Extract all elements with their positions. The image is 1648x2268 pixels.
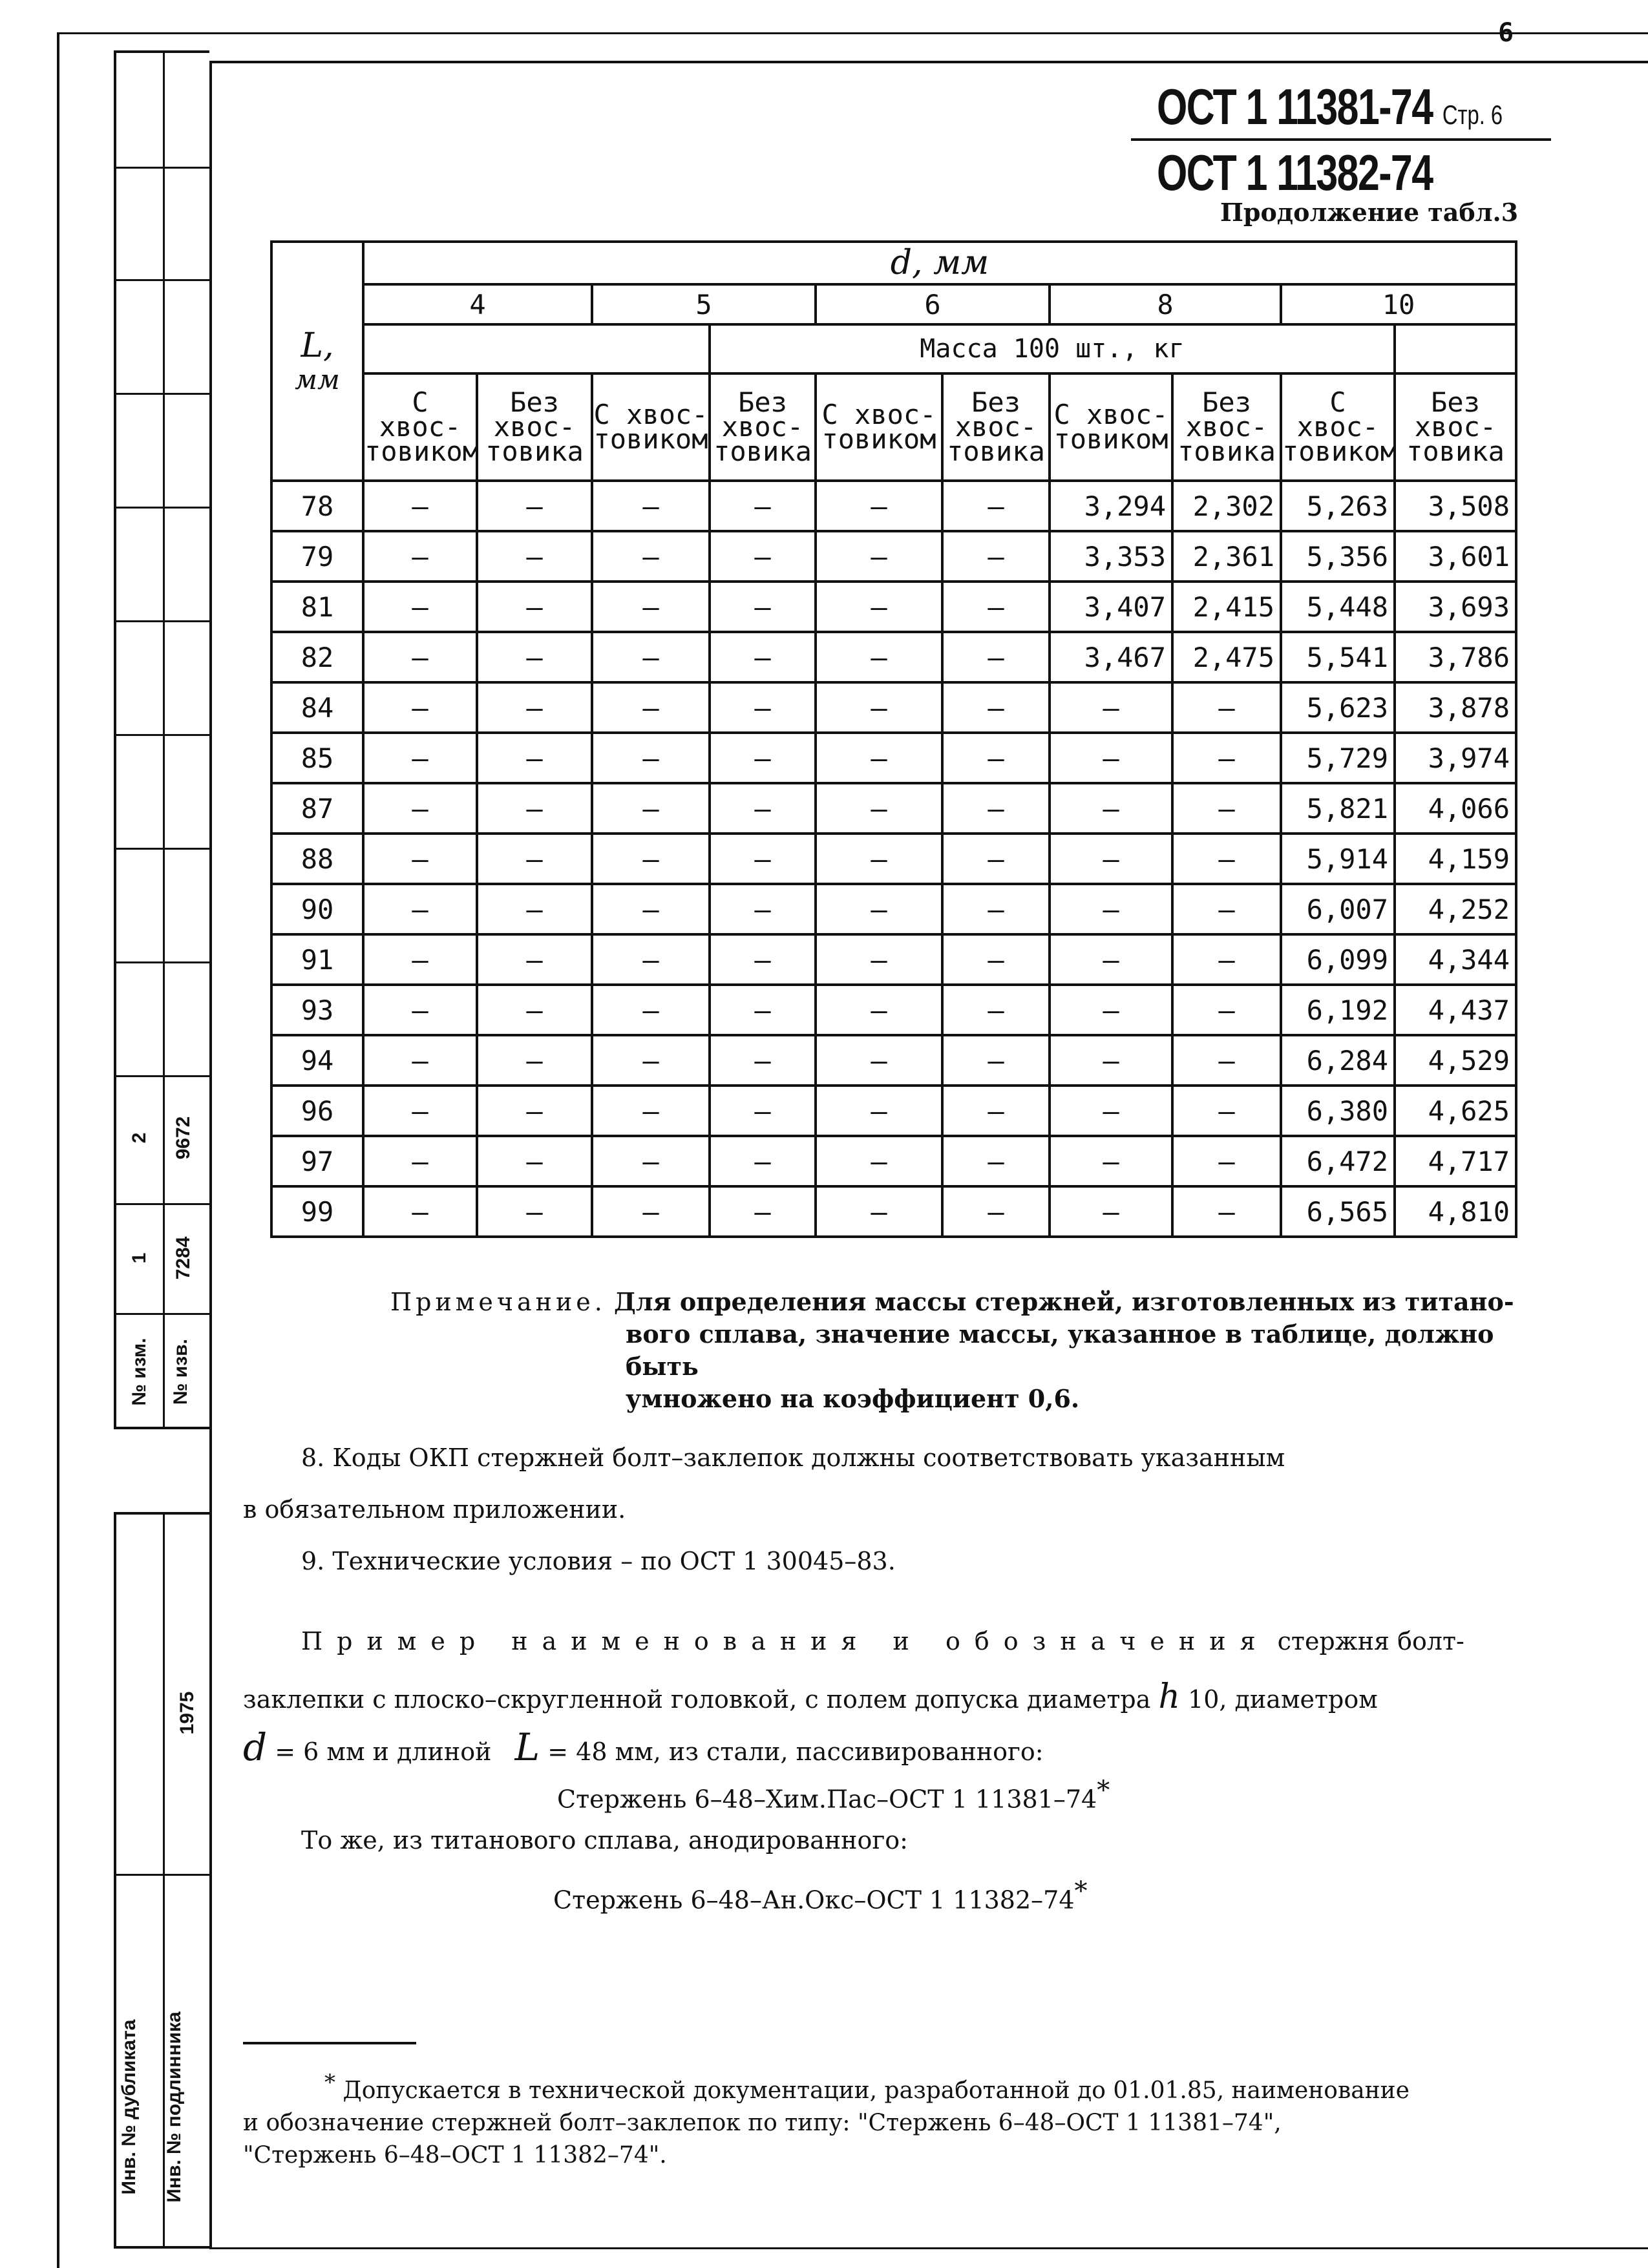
mass-cell: – [477, 481, 592, 531]
stamp-row-line [116, 848, 209, 850]
mass-cell: 5,448 [1281, 582, 1395, 632]
table-row [271, 682, 1516, 733]
without-line1: Без [510, 386, 559, 418]
mass-cell: – [363, 834, 477, 884]
col-with-tail [363, 373, 480, 481]
mass-cell: – [477, 1086, 592, 1136]
mass-cell: – [1050, 884, 1172, 934]
designation-2-text: Стержень 6–48–Ан.Окс–ОСТ 1 11382–74 [553, 1885, 1075, 1915]
row-length: 88 [271, 834, 363, 884]
mass-cell: – [1172, 1086, 1281, 1136]
mass-cell: – [477, 934, 592, 985]
page-label: Стр. 6 [1442, 100, 1503, 130]
without-line1: Без [1202, 386, 1251, 418]
mass-cell: – [816, 834, 942, 884]
stamp-row-line [116, 1313, 209, 1315]
mass-cell: – [710, 481, 816, 531]
footnote-asterisk: * [324, 2070, 335, 2095]
mass-cell: – [1172, 934, 1281, 985]
table-row [271, 582, 1516, 632]
row-length: 94 [271, 1035, 363, 1086]
without-line2: хвос- [955, 411, 1037, 443]
standard-number-1 [1157, 78, 1503, 136]
standard-number-2: ОСТ 1 11382-74 [1157, 144, 1433, 201]
l-header-cell [271, 242, 363, 481]
stamp-row-line [116, 167, 209, 169]
table-row [271, 834, 1516, 884]
mass-cell: 3,294 [1050, 481, 1172, 531]
mass-cell: – [710, 1035, 816, 1086]
page-number: 6 [1498, 18, 1514, 48]
mass-table [270, 240, 1517, 1238]
paragraph-8-line1: 8. Коды ОКП стержней болт–заклепок должны соответствовать указанным [301, 1444, 1285, 1472]
note-line2: вого сплава, значение массы, указанное в таблице, должно быть [626, 1319, 1494, 1381]
mass-cell: – [1172, 783, 1281, 834]
mass-cell: 2,415 [1172, 582, 1281, 632]
mass-cell: – [816, 783, 942, 834]
mass-cell: – [710, 632, 816, 682]
mass-cell: – [1172, 884, 1281, 934]
table-row [271, 1035, 1516, 1086]
mass-cell: – [1172, 1136, 1281, 1186]
footnote-line3: "Стержень 6–48–ОСТ 1 11382–74". [243, 2142, 667, 2168]
mass-cell: – [816, 1035, 942, 1086]
row-length: 91 [271, 934, 363, 985]
mass-cell: 4,529 [1395, 1035, 1516, 1086]
d-symbol: d [243, 1725, 268, 1769]
mass-cell: – [1172, 834, 1281, 884]
footnote-rule [243, 2042, 416, 2044]
stamp-row-line [116, 507, 209, 509]
mass-cell: 5,263 [1281, 481, 1395, 531]
mass-cell: – [942, 934, 1050, 985]
mass-cell: – [816, 1136, 942, 1186]
table-row [271, 481, 1516, 531]
table-row [271, 934, 1516, 985]
stamp-doc-label: № изв. [170, 1339, 191, 1405]
mass-cell: 3,878 [1395, 682, 1516, 733]
mass-cell: – [477, 783, 592, 834]
mass-cell: 5,356 [1281, 531, 1395, 582]
mass-cell: 3,353 [1050, 531, 1172, 582]
table-row [271, 632, 1516, 682]
table-row [271, 985, 1516, 1035]
mass-cell: 4,066 [1395, 783, 1516, 834]
mass-cell: – [1172, 1035, 1281, 1086]
mass-cell: – [363, 783, 477, 834]
table-row [271, 1086, 1516, 1136]
note-block [390, 1286, 1515, 1415]
mass-cell: – [477, 834, 592, 884]
mass-cell: – [592, 884, 710, 934]
without-line1: Без [738, 386, 787, 418]
col-without-tail [1172, 373, 1281, 481]
mass-cell: – [710, 1136, 816, 1186]
mass-cell: 6,007 [1281, 884, 1395, 934]
mass-cell: – [710, 1186, 816, 1237]
same-titan: То же, из титанового сплава, анодированного: [301, 1826, 908, 1854]
example-line1 [301, 1627, 1516, 1655]
example-spaced: Пример наименования и обозначения [301, 1627, 1270, 1655]
without-line1: Без [1431, 386, 1480, 418]
mass-cell: – [592, 1035, 710, 1086]
stamp-dup-label: Инв. № дубликата [118, 2019, 140, 2195]
stamp-upper [114, 50, 209, 1429]
stamp-row-line [116, 1874, 209, 1876]
outer-frame-left [57, 32, 59, 2268]
example-line2b: 10, диаметром [1188, 1685, 1378, 1714]
example-line3 [243, 1725, 1044, 1769]
mass-cell: – [1050, 1186, 1172, 1237]
stamp-row-line [116, 961, 209, 963]
mass-cell: – [363, 1186, 477, 1237]
mass-cell: – [477, 582, 592, 632]
mass-cell: 5,623 [1281, 682, 1395, 733]
mass-cell: – [816, 985, 942, 1035]
mass-cell: – [363, 733, 477, 783]
mass-cell: – [592, 481, 710, 531]
table-row [271, 733, 1516, 783]
mass-cell: – [942, 834, 1050, 884]
footnote [243, 2066, 1410, 2172]
row-length: 93 [271, 985, 363, 1035]
mass-cell: – [710, 1086, 816, 1136]
subheader-row [271, 373, 1516, 481]
stamp-doc-1: 7284 [173, 1236, 194, 1280]
mass-cell: 3,974 [1395, 733, 1516, 783]
without-line3: товика [1178, 436, 1276, 467]
col-with-tail [816, 373, 942, 481]
col-with-tail [592, 373, 710, 481]
mass-cell: – [942, 1086, 1050, 1136]
mass-cell: – [363, 481, 477, 531]
mass-cell: – [592, 632, 710, 682]
mass-cell: – [363, 884, 477, 934]
mass-cell: – [592, 1186, 710, 1237]
row-length: 90 [271, 884, 363, 934]
mass-cell: – [710, 834, 816, 884]
without-line2: хвос- [493, 411, 576, 443]
mass-cell: – [816, 682, 942, 733]
mass-cell: – [710, 531, 816, 582]
row-length: 82 [271, 632, 363, 682]
mass-cell: – [363, 985, 477, 1035]
mass-cell: – [477, 1136, 592, 1186]
stamp-row-line [116, 1203, 209, 1205]
mass-cell: – [592, 783, 710, 834]
col-without-tail [477, 373, 592, 481]
mass-cell: 3,508 [1395, 481, 1516, 531]
mass-cell: – [592, 1136, 710, 1186]
mass-cell: – [942, 884, 1050, 934]
example-line2 [243, 1677, 1378, 1716]
note-line1: Для определения массы стержней, изготовленных из титано- [613, 1287, 1514, 1316]
mass-cell: – [710, 682, 816, 733]
d-header: d, мм [363, 242, 1516, 284]
stamp-row-line [116, 1075, 209, 1077]
diameter-6: 6 [816, 284, 1050, 324]
mass-cell: – [592, 1086, 710, 1136]
mass-cell: – [942, 1186, 1050, 1237]
mass-header: Масса 100 шт., кг [710, 324, 1395, 373]
row-length: 78 [271, 481, 363, 531]
mass-cell: 3,407 [1050, 582, 1172, 632]
mass-cell: – [363, 531, 477, 582]
l-symbol: L [514, 1725, 540, 1769]
with-line2: товиком [364, 436, 480, 467]
mass-cell: 5,914 [1281, 834, 1395, 884]
stamp-year: 1975 [176, 1691, 198, 1735]
mass-cell: – [477, 985, 592, 1035]
mass-cell: 2,361 [1172, 531, 1281, 582]
mass-cell: – [363, 682, 477, 733]
l-unit: мм [295, 363, 340, 395]
mass-cell: – [942, 1035, 1050, 1086]
mass-cell: – [942, 985, 1050, 1035]
mass-cell: – [942, 733, 1050, 783]
without-line1: Без [971, 386, 1020, 418]
mass-cell: – [1050, 1086, 1172, 1136]
mass-cell: 4,159 [1395, 834, 1516, 884]
without-line3: товика [1406, 436, 1505, 467]
row-length: 85 [271, 733, 363, 783]
mass-cell: – [710, 582, 816, 632]
stamp-row-line [116, 734, 209, 736]
mass-cell: – [816, 733, 942, 783]
without-line3: товика [485, 436, 584, 467]
diameter-8: 8 [1050, 284, 1281, 324]
mass-cell: 2,475 [1172, 632, 1281, 682]
mass-cell: – [816, 582, 942, 632]
mass-cell: – [1050, 934, 1172, 985]
mass-cell: – [942, 1136, 1050, 1186]
stamp-change-2: 2 [129, 1132, 150, 1144]
note-line3: умножено на коэффициент 0,6. [626, 1384, 1080, 1413]
col-without-tail [942, 373, 1050, 481]
with-line2: товиком [1053, 423, 1168, 455]
table-continuation: Продолжение табл.3 [1220, 198, 1519, 227]
mass-cell: – [592, 834, 710, 884]
example-line3b: = 48 мм, из стали, пассивированного: [547, 1738, 1044, 1766]
table-row [271, 884, 1516, 934]
mass-cell: 6,472 [1281, 1136, 1395, 1186]
mass-cell: – [710, 733, 816, 783]
with-line1: С хвос- [1053, 399, 1168, 430]
col-with-tail [1281, 373, 1395, 481]
col-without-tail [710, 373, 816, 481]
mass-cell: – [816, 1086, 942, 1136]
mass-cell: – [592, 985, 710, 1035]
footnote-line1: Допускается в технической документации, разработанной до 01.01.85, наименование [343, 2077, 1410, 2104]
row-length: 99 [271, 1186, 363, 1237]
mass-cell: 6,565 [1281, 1186, 1395, 1237]
mass-cell: – [1050, 1136, 1172, 1186]
diameter-10: 10 [1281, 284, 1516, 324]
mass-cell: – [477, 884, 592, 934]
table-row [271, 783, 1516, 834]
mass-cell: – [477, 1186, 592, 1237]
footnote-line2: и обозначение стержней болт–заклепок по типу: "Стержень 6–48–ОСТ 1 11381–74", [243, 2110, 1282, 2136]
row-length: 97 [271, 1136, 363, 1186]
mass-cell: 3,693 [1395, 582, 1516, 632]
table-body [271, 481, 1516, 1237]
mass-cell: 4,252 [1395, 884, 1516, 934]
with-line1: С хвос- [379, 386, 461, 443]
example-line3a: = 6 мм и длиной [275, 1738, 492, 1766]
asterisk: * [1074, 1876, 1088, 1906]
mass-cell: – [1172, 682, 1281, 733]
mass-cell: – [1050, 783, 1172, 834]
mass-cell: – [942, 481, 1050, 531]
mass-cell: 5,821 [1281, 783, 1395, 834]
mass-cell: 2,302 [1172, 481, 1281, 531]
mass-cell: – [1172, 985, 1281, 1035]
mass-cell: – [363, 1035, 477, 1086]
mass-cell: 4,625 [1395, 1086, 1516, 1136]
stamp-change-label: № изм. [129, 1338, 150, 1406]
mass-cell: – [816, 531, 942, 582]
row-length: 79 [271, 531, 363, 582]
without-line2: хвос- [1414, 411, 1497, 443]
stamp-orig-label: Инв. № подлинника [164, 2011, 185, 2203]
stamp-lower [114, 1512, 209, 2249]
mass-cell: – [942, 582, 1050, 632]
with-line1: С хвос- [593, 399, 708, 430]
stamp-row-line [116, 393, 209, 395]
mass-cell: 4,344 [1395, 934, 1516, 985]
mass-cell: – [710, 783, 816, 834]
paragraph-8-line2: в обязательном приложении. [243, 1495, 626, 1524]
mass-cell: – [363, 934, 477, 985]
with-line1: С хвос- [1296, 386, 1379, 443]
row-length: 84 [271, 682, 363, 733]
diameter-5: 5 [592, 284, 816, 324]
paragraph-9: 9. Технические условия – по ОСТ 1 30045–83. [301, 1547, 896, 1575]
mass-cell: – [477, 733, 592, 783]
mass-cell: – [592, 582, 710, 632]
with-line2: товиком [593, 423, 708, 455]
mass-header-blank [1395, 324, 1516, 373]
mass-cell: – [477, 531, 592, 582]
mass-cell: – [816, 934, 942, 985]
with-line1: С хвос- [821, 399, 936, 430]
without-line2: хвос- [1185, 411, 1268, 443]
mass-cell: – [942, 682, 1050, 733]
mass-cell: – [1172, 733, 1281, 783]
mass-header-blank [363, 324, 710, 373]
mass-cell: – [592, 531, 710, 582]
col-with-tail [1050, 373, 1172, 481]
mass-cell: – [816, 481, 942, 531]
mass-cell: 4,717 [1395, 1136, 1516, 1186]
mass-cell: – [710, 934, 816, 985]
asterisk: * [1097, 1776, 1110, 1805]
l-header: L, [301, 326, 334, 365]
row-length: 96 [271, 1086, 363, 1136]
diameter-4: 4 [363, 284, 592, 324]
without-line3: товика [713, 436, 812, 467]
mass-cell: 6,284 [1281, 1035, 1395, 1086]
row-length: 87 [271, 783, 363, 834]
mass-cell: – [710, 884, 816, 934]
designation-2 [553, 1876, 1088, 1915]
mass-cell: – [942, 632, 1050, 682]
mass-cell: – [710, 985, 816, 1035]
table-row [271, 1186, 1516, 1237]
with-line2: товиком [821, 423, 936, 455]
mass-cell: 6,192 [1281, 985, 1395, 1035]
stamp-row-line [116, 620, 209, 622]
mass-cell: 3,467 [1050, 632, 1172, 682]
stamp-row-line [116, 279, 209, 281]
stamp-doc-2: 9672 [173, 1116, 194, 1160]
mass-cell: – [592, 682, 710, 733]
mass-cell: 5,541 [1281, 632, 1395, 682]
mass-cell: – [1050, 733, 1172, 783]
mass-cell: – [477, 1035, 592, 1086]
mass-cell: 6,380 [1281, 1086, 1395, 1136]
table-row [271, 531, 1516, 582]
mass-cell: – [363, 1136, 477, 1186]
mass-cell: – [816, 1186, 942, 1237]
mass-cell: – [363, 632, 477, 682]
header-rule [1131, 138, 1551, 141]
mass-cell: – [816, 632, 942, 682]
stamp-change-1: 1 [129, 1252, 150, 1264]
mass-cell: 6,099 [1281, 934, 1395, 985]
mass-cell: 3,601 [1395, 531, 1516, 582]
tolerance-symbol: h [1158, 1677, 1180, 1716]
mass-cell: – [363, 582, 477, 632]
std1-text: ОСТ 1 11381-74 [1157, 78, 1433, 135]
mass-cell: – [942, 783, 1050, 834]
mass-cell: – [1050, 985, 1172, 1035]
mass-cell: – [942, 531, 1050, 582]
mass-cell: 4,437 [1395, 985, 1516, 1035]
mass-cell: – [1050, 682, 1172, 733]
mass-cell: – [1172, 1186, 1281, 1237]
mass-cell: – [1050, 834, 1172, 884]
mass-cell: – [816, 884, 942, 934]
col-without-tail [1395, 373, 1516, 481]
example-rest1: стержня болт- [1277, 1627, 1464, 1655]
with-line2: товиком [1282, 436, 1397, 467]
mass-cell: 4,810 [1395, 1186, 1516, 1237]
note-title: Примечание. [390, 1288, 606, 1316]
mass-cell: – [1050, 1035, 1172, 1086]
mass-cell: 3,786 [1395, 632, 1516, 682]
mass-cell: – [592, 934, 710, 985]
mass-cell: – [592, 733, 710, 783]
stamp-divider [163, 53, 165, 1427]
mass-cell: 5,729 [1281, 733, 1395, 783]
designation-1 [557, 1776, 1110, 1814]
mass-cell: – [477, 632, 592, 682]
designation-1-text: Стержень 6–48–Хим.Пас–ОСТ 1 11381–74 [557, 1785, 1097, 1814]
example-line2a: заклепки с плоско–скругленной головкой, с полем допуска диаметра [243, 1685, 1151, 1714]
mass-cell: – [363, 1086, 477, 1136]
mass-cell: – [477, 682, 592, 733]
outer-frame-top [57, 32, 1648, 34]
without-line2: хвос- [721, 411, 804, 443]
table-row [271, 1136, 1516, 1186]
row-length: 81 [271, 582, 363, 632]
without-line3: товика [947, 436, 1045, 467]
